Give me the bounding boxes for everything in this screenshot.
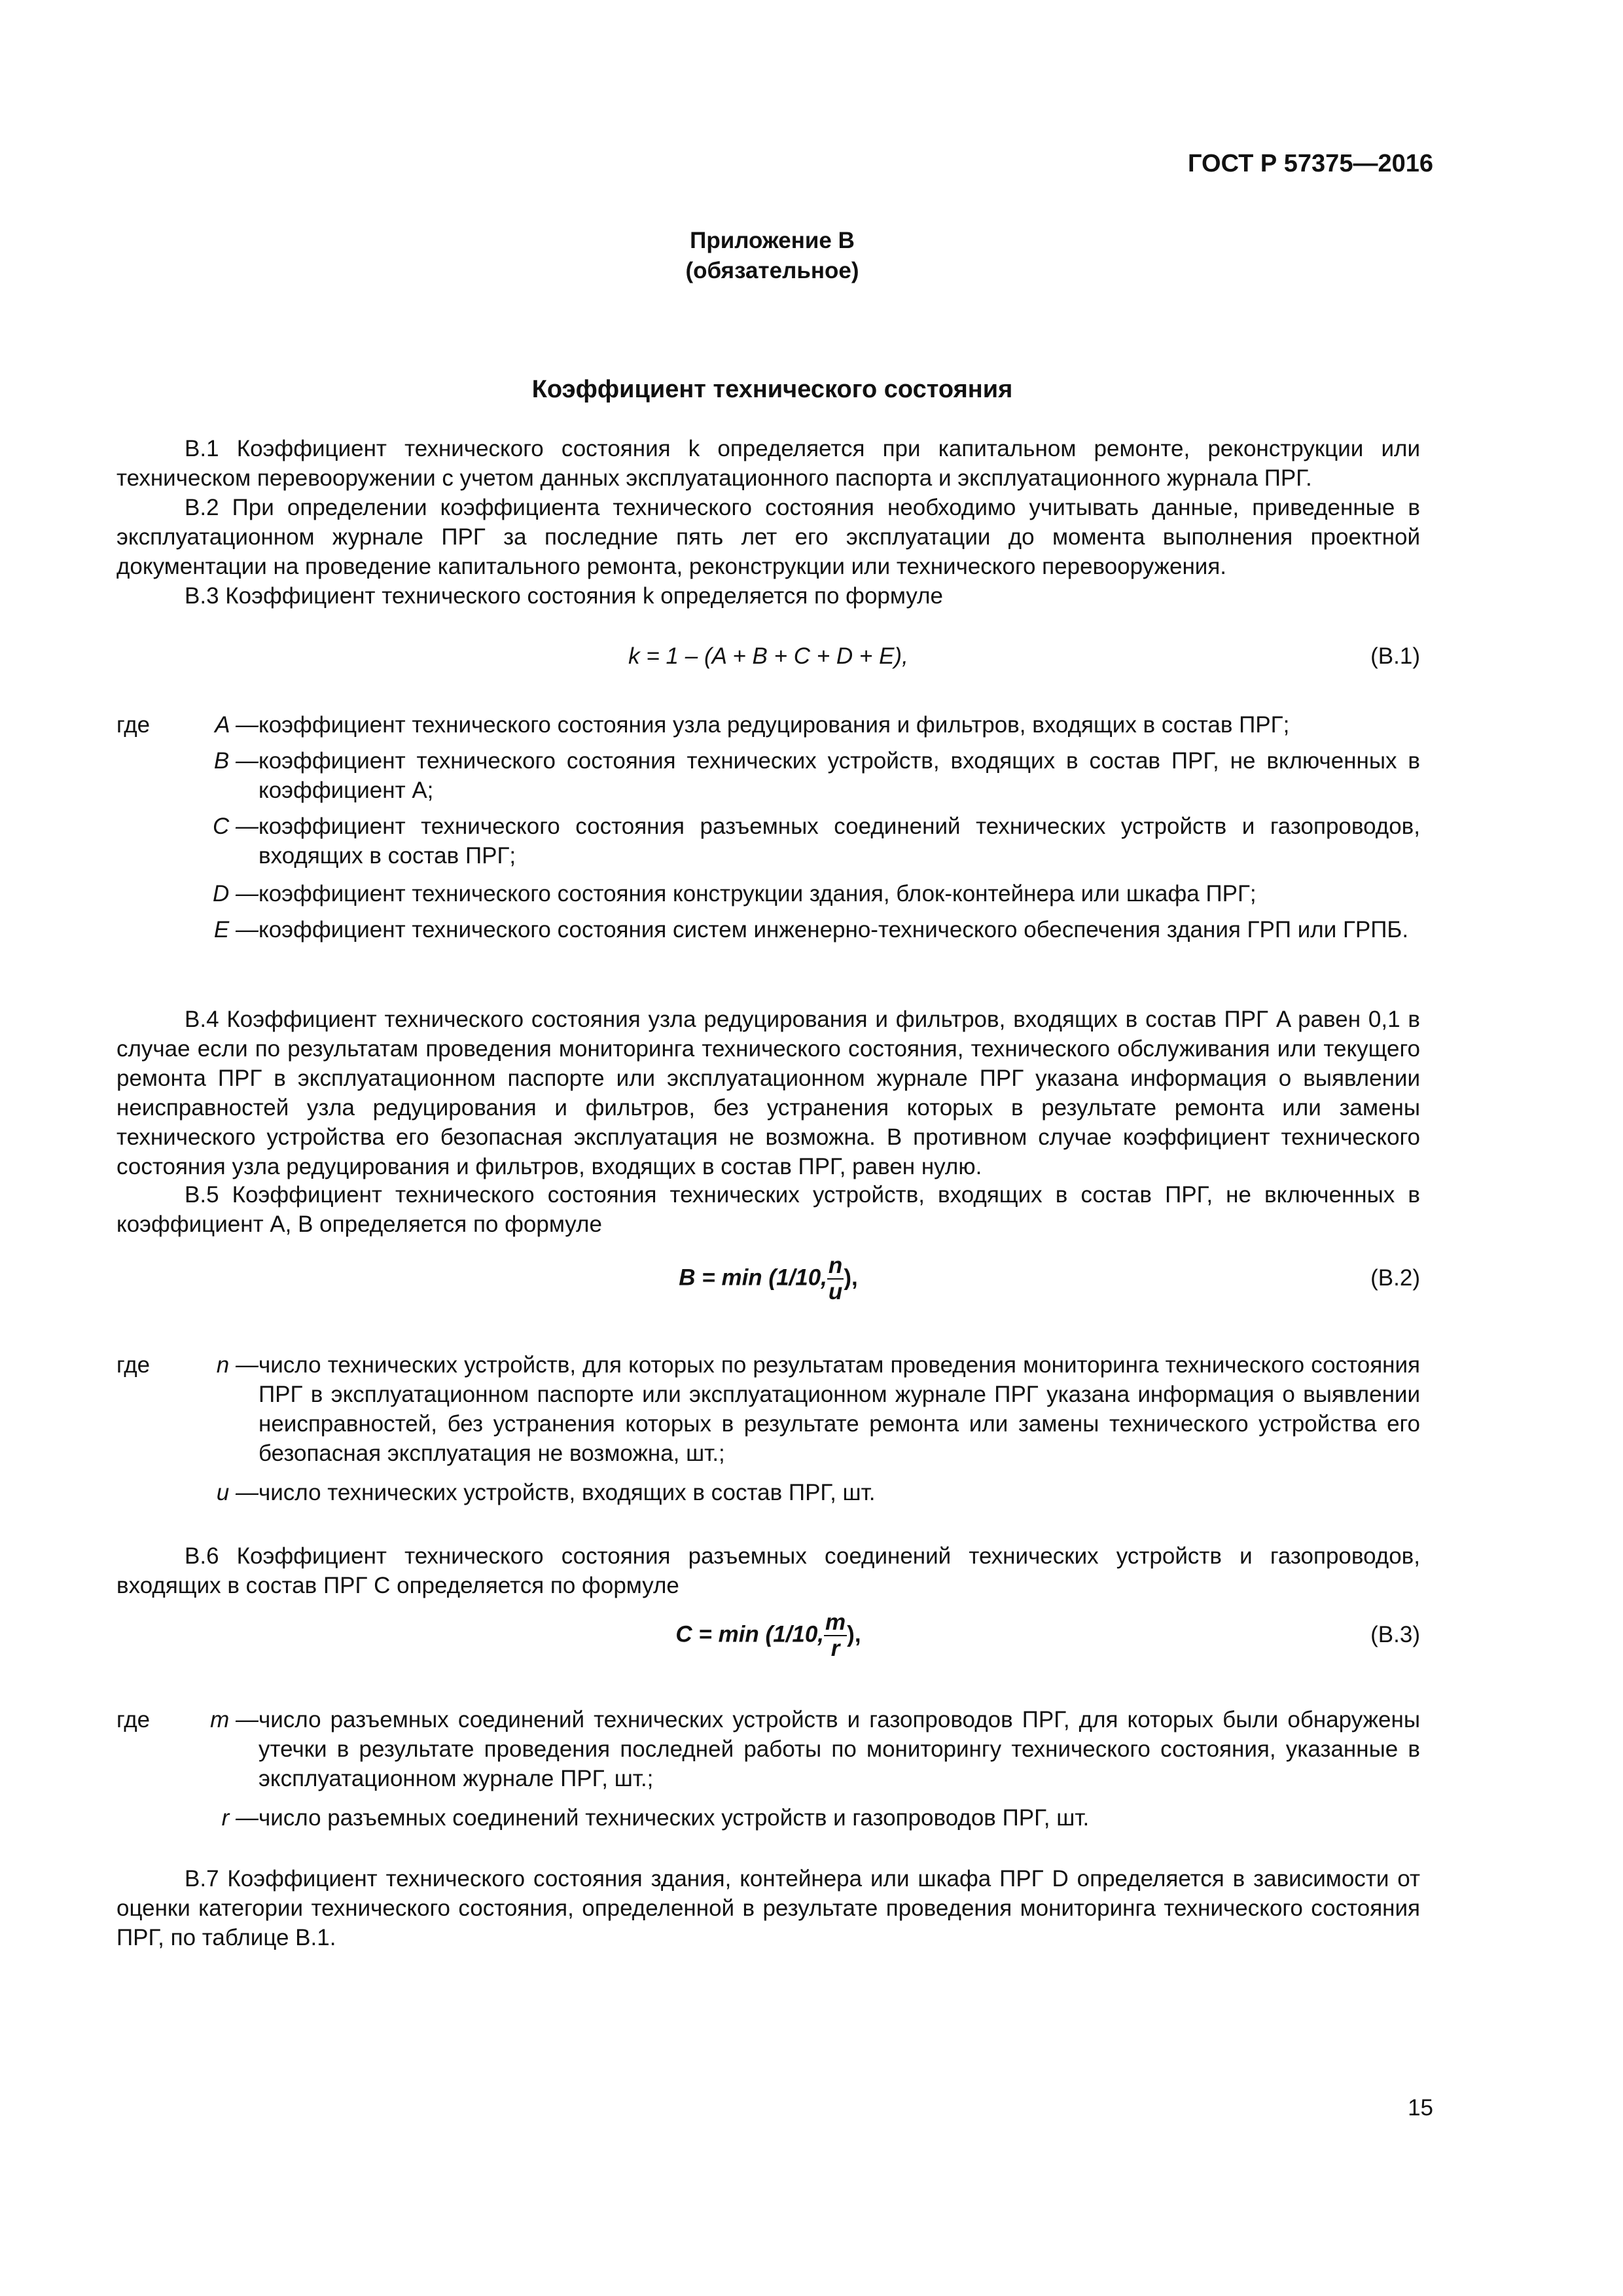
definition-symbol: E — xyxy=(213,917,259,942)
fraction-denominator: u xyxy=(828,1279,843,1304)
paragraph-b7: В.7 Коэффициент технического состояния здания, контейнера или шкафа ПРГ D определяется в зависимости от оценки категории технического состояния, определенной в результате проведения мониторинга технического состояния ПРГ, по таблице В.1. xyxy=(116,1866,1420,1950)
formula-b1-expression: k = 1 – (A + B + C + D + E), xyxy=(628,643,908,669)
appendix-title: Приложение В xyxy=(690,228,855,253)
formula-b2-tail: ), xyxy=(844,1265,858,1291)
definition-text: коэффициент технического состояния технических устройств, входящих в состав ПРГ, не включенных в коэффициент А; xyxy=(259,748,1420,803)
formula-b3-fraction xyxy=(824,1610,847,1661)
where-label: где xyxy=(116,712,151,738)
paragraph-b3: В.3 Коэффициент технического состояния k определяется по формуле xyxy=(185,583,943,609)
definition-symbol: D — xyxy=(213,881,259,906)
formula-b1-number: (В.1) xyxy=(1370,643,1420,669)
fraction-numerator: n xyxy=(828,1253,843,1278)
definition-text: коэффициент технического состояния систем инженерно-технического обеспечения здания ГРП или ГРПБ. xyxy=(259,917,1409,942)
formula-b3 xyxy=(116,1610,1420,1669)
page-number: 15 xyxy=(1408,2095,1433,2121)
definition-text: коэффициент технического состояния конструкции здания, блок-контейнера или шкафа ПРГ; xyxy=(259,881,1257,906)
paragraph-b1: В.1 Коэффициент технического состояния k определяется при капитальном ремонте, реконструкции или техническом перевооружении с учетом данных эксплуатационного паспорта и эксплуатационного журнала ПРГ. xyxy=(116,436,1420,491)
doc-code: ГОСТ Р 57375—2016 xyxy=(1188,150,1433,177)
where-label: где xyxy=(116,1352,151,1378)
definition-symbol: C — xyxy=(213,814,259,839)
fraction-numerator: m xyxy=(825,1609,846,1635)
definition-symbol: r — xyxy=(221,1805,259,1831)
definition-symbol: u — xyxy=(216,1480,259,1505)
formula-b2-lhs: B = min (1/10, xyxy=(679,1265,827,1291)
paragraph-b2: В.2 При определении коэффициента технического состояния необходимо учитывать данные, приведенные в эксплуатационном журнале ПРГ за последние пять лет его эксплуатации до момента выполнения проектной документации на проведение капитального ремонта, реконструкции или технического перевооружения. xyxy=(116,495,1420,579)
paragraph-b5: В.5 Коэффициент технического состояния технических устройств, входящих в состав ПРГ, не включенных в коэффициент A, B определяется по формуле xyxy=(116,1182,1420,1237)
definition-text: число разъемных соединений технических устройств и газопроводов ПРГ, для которых были обнаружены утечки в результате проведения последней работы по мониторингу технического состояния, указанные в эксплуатационном журнале ПРГ, шт.; xyxy=(259,1707,1420,1791)
formula-b2 xyxy=(116,1253,1420,1312)
where-label: где xyxy=(116,1707,151,1732)
definition-symbol: n — xyxy=(216,1352,259,1378)
paragraph-b6: В.6 Коэффициент технического состояния разъемных соединений технических устройств и газопроводов, входящих в состав ПРГ C определяется по формуле xyxy=(116,1543,1420,1598)
definition-text: коэффициент технического состояния разъемных соединений технических устройств и газопроводов, входящих в состав ПРГ; xyxy=(259,814,1420,869)
definition-text: число технических устройств, входящих в состав ПРГ, шт. xyxy=(259,1480,876,1505)
appendix-status: (обязательное) xyxy=(685,258,859,283)
definition-symbol: A — xyxy=(215,712,259,738)
fraction-denominator: r xyxy=(830,1636,840,1661)
definition-text: число разъемных соединений технических устройств и газопроводов ПРГ, шт. xyxy=(259,1805,1090,1831)
formula-b2-fraction xyxy=(827,1253,844,1304)
formula-b2-number: (В.2) xyxy=(1370,1265,1420,1291)
definition-symbol: B — xyxy=(213,748,259,774)
definition-text: коэффициент технического состояния узла редуцирования и фильтров, входящих в состав ПРГ; xyxy=(259,712,1290,738)
formula-b3-number: (В.3) xyxy=(1370,1622,1420,1647)
definition-text: число технических устройств, для которых по результатам проведения мониторинга технического состояния ПРГ в эксплуатационном паспорте или эксплуатационном журнале ПРГ указана информация о выявлении неисправностей, без устранения которых в результате ремонта или замены технического устройства его безопасная эксплуатация не возможна, шт.; xyxy=(259,1352,1420,1466)
formula-b1 xyxy=(116,641,1420,681)
paragraph-b4: В.4 Коэффициент технического состояния узла редуцирования и фильтров, входящих в состав ПРГ A равен 0,1 в случае если по результатам проведения мониторинга технического состояния, технического обслуживания или текущего ремонта ПРГ в эксплуатационном паспорте или эксплуатационном журнале ПРГ указана информация о выявлении неисправностей узла редуцирования и фильтров, без устранения которых в результате ремонта или замены технического устройства его безопасная эксплуатация не возможна. В противном случае коэффициент технического состояния узла редуцирования и фильтров, входящих в состав ПРГ, равен нулю. xyxy=(116,1007,1420,1179)
formula-b3-lhs: C = min (1/10, xyxy=(675,1621,825,1647)
definition-symbol: m — xyxy=(210,1707,259,1732)
formula-b3-tail: ), xyxy=(847,1621,861,1647)
section-title: Коэффициент технического состояния xyxy=(531,376,1013,403)
